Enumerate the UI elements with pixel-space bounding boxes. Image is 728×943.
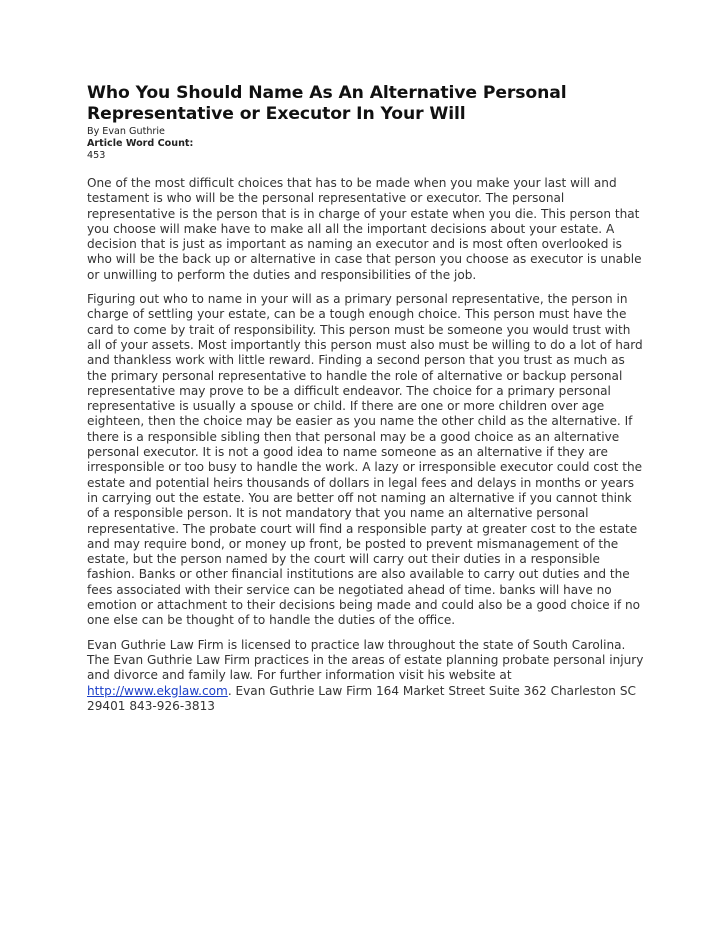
paragraph-footer bbox=[87, 638, 647, 714]
byline: By Evan Guthrie bbox=[87, 126, 165, 137]
footer-text-after-link: . Evan Guthrie Law Firm 164 Market Street Suite 362 Charleston SC 29401 843-926-3813 bbox=[87, 683, 636, 713]
article bbox=[87, 83, 647, 714]
paragraph-intro: One of the most difficult choices that has to be made when you make your last will and testament is who will be the personal representative or executor. The personal representative is the person that is in charge of your estate when you die. This person that you choose will make have to make all all the important decisions about your estate. A decision that is just as important as naming an executor and is most often overlooked is who will be the back up or alternative in case that person you choose as executor is unable or unwilling to perform the duties and responsibilities of the job. bbox=[87, 176, 642, 282]
word-count-value: 453 bbox=[87, 150, 106, 161]
footer-text-before-link: Evan Guthrie Law Firm is licensed to practice law throughout the state of South Carolina. The Evan Guthrie Law Firm practices in the areas of estate planning probate personal injury and divorce and family law. For further information visit his website at bbox=[87, 637, 644, 683]
word-count-label: Article Word Count: bbox=[87, 138, 194, 149]
article-title: Who You Should Name As An Alternative Personal Representative or Executor In Your Will bbox=[87, 83, 567, 124]
website-link[interactable]: http://www.ekglaw.com bbox=[87, 683, 228, 698]
paragraph-body: Figuring out who to name in your will as a primary personal representative, the person in charge of settling your estate, can be a tough enough choice. This person must have the card to come by trait of responsibility. This person must be someone you would trust with all of your assets. Most importantly this person must also must be willing to do a lot of hard and thankless work with little reward. Finding a second person that you trust as much as the primary personal representative to handle the role of alternative or backup personal representative may prove to be a difficult endeavor. The choice for a primary personal representative is usually a spouse or child. If there are one or more children over age eighteen, then the choice may be easier as you name the other child as the alternative. If there is a responsible sibling then that personal may be a good choice as an alternative personal executor. It is not a good idea to name someone as an alternative if they are irresponsible or too busy to handle the work. A lazy or irresponsible executor could cost the estate and potential heirs thousands of dollars in legal fees and delays in months or years in carrying out the estate. You are better off not naming an alternative if you cannot think of a responsible person. It is not mandatory that you name an alternative personal representative. The probate court will find a responsible party at greater cost to the estate and may require bond, or money up front, be posted to prevent mismanagement of the estate, but the person named by the court will carry out their duties in a responsible fashion. Banks or other financial institutions are also available to carry out duties and the fees associated with their service can be negotiated ahead of time. banks will have no emotion or attachment to their decisions being made and could also be a good choice if no one else can be thought of to handle the duties of the office. bbox=[87, 292, 643, 628]
